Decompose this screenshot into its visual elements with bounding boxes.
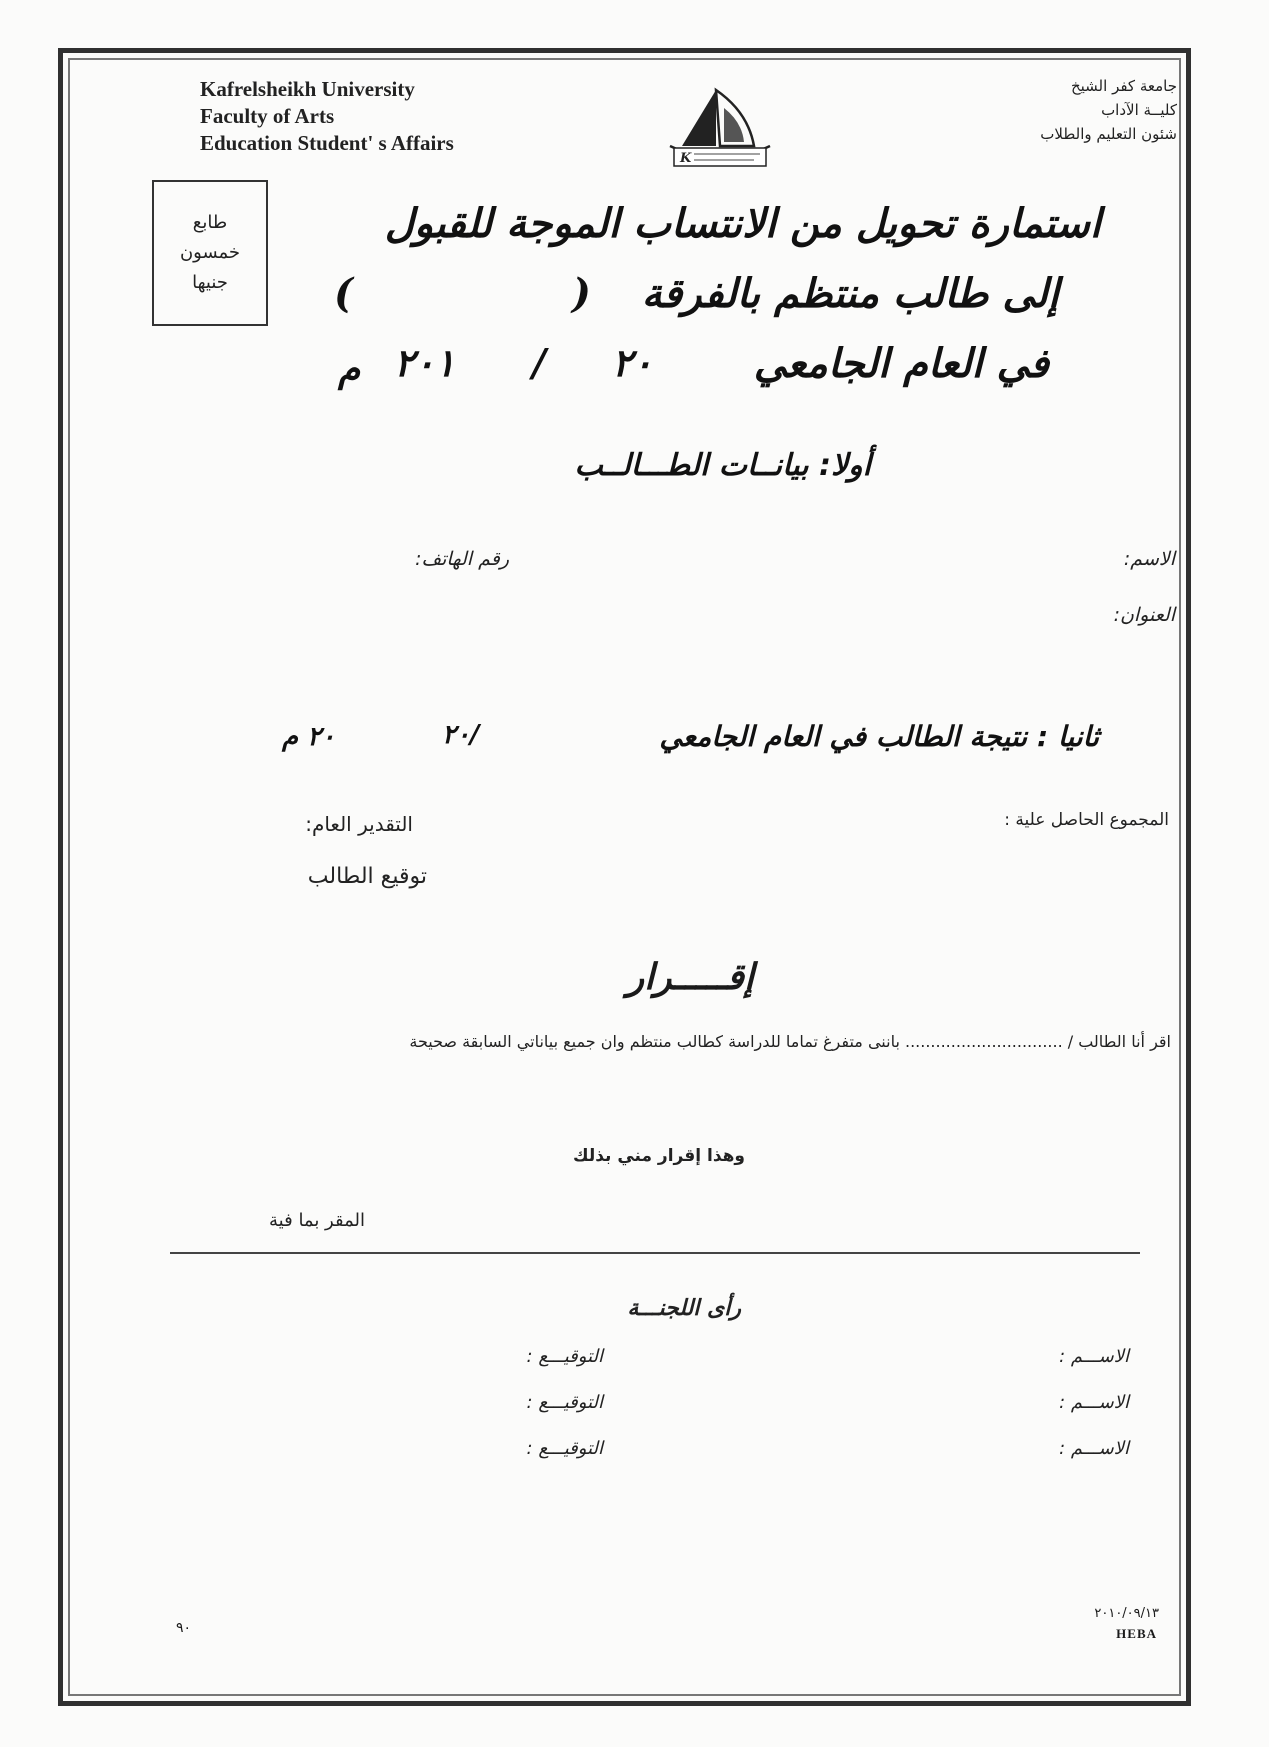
form-date: ٢٠١٠/٠٩/١٣ [1094, 1606, 1159, 1621]
arabic-header [1040, 74, 1177, 146]
committee-member-signature-label: التوقيـــع : [526, 1438, 603, 1459]
stamp-line: طابع [192, 212, 228, 233]
page-number: ٩٠ [176, 1620, 192, 1636]
academic-year-start: ٢٠ [612, 340, 653, 385]
faculty-name-ar: كليــة الآداب [1101, 101, 1177, 119]
fee-stamp-box [152, 180, 268, 326]
committee-member-signature-label: التوقيـــع : [526, 1392, 603, 1413]
department-name-ar: شئون التعليم والطلاب [1040, 125, 1177, 143]
level-paren-open: ( [572, 270, 591, 317]
committee-member-name-label: الاســـم : [1059, 1392, 1129, 1413]
stamp-line: خمسون [179, 242, 241, 263]
form-title-line1: استمارة تحويل من الانتساب الموجة للقبول [384, 200, 1101, 247]
overall-grade-label: التقدير العام: [305, 812, 413, 836]
result-year-start: /٢٠ [442, 720, 480, 750]
committee-member-name-label: الاســـم : [1059, 1438, 1129, 1459]
level-paren-close: ) [334, 270, 353, 317]
section-student-result-heading: ثانيا : نتيجة الطالب في العام الجامعي [659, 720, 1099, 753]
university-name-ar: جامعة كفر الشيخ [1070, 77, 1177, 95]
academic-year-slash: / [532, 340, 546, 385]
university-name-en: Kafrelsheikh University [200, 77, 415, 101]
student-signature-label: توقيع الطالب [307, 864, 427, 889]
committee-member-name-label: الاســـم : [1059, 1346, 1129, 1367]
declaration-text: اقر أنا الطالب / ............................... باننى متفرغ تماما للدراسة كطالب منتظم وان جميع بياناتي السابقة صحيحة [409, 1032, 1171, 1051]
faculty-name-en: Faculty of Arts [200, 104, 335, 128]
university-sailboat-logo [664, 84, 776, 170]
academic-year-end: ٢٠١ [394, 340, 456, 385]
svg-text:K: K [680, 151, 692, 166]
student-name-label: الاسم: [1123, 548, 1175, 570]
section-divider [170, 1252, 1140, 1254]
department-name-en: Education Student' s Affairs [200, 131, 454, 155]
form-title-line3: في العام الجامعي [753, 340, 1049, 387]
english-header [200, 76, 454, 157]
committee-member-signature-label: التوقيـــع : [526, 1346, 603, 1367]
declaration-heading: إقـــــرار [626, 956, 754, 998]
stamp-line: جنيها [192, 272, 228, 293]
declarant-label: المقر بما فية [269, 1210, 365, 1231]
declaration-confirmation: وهذا إقرار مني بذلك [573, 1146, 745, 1166]
total-score-label: المجموع الحاصل علية : [1004, 810, 1169, 830]
form-title-line2: إلى طالب منتظم بالفرقة [641, 270, 1059, 317]
section-student-data-heading: أولا: بيانــات الطـــالــب [574, 448, 871, 483]
result-year-end: ٢٠ م [282, 722, 336, 752]
address-label: العنوان: [1113, 604, 1175, 626]
form-author: HEBA [1116, 1626, 1157, 1641]
committee-opinion-heading: رأى اللجنـــة [627, 1296, 741, 1321]
academic-year-suffix: م [338, 348, 361, 390]
phone-number-label: رقم الهاتف: [415, 548, 509, 570]
